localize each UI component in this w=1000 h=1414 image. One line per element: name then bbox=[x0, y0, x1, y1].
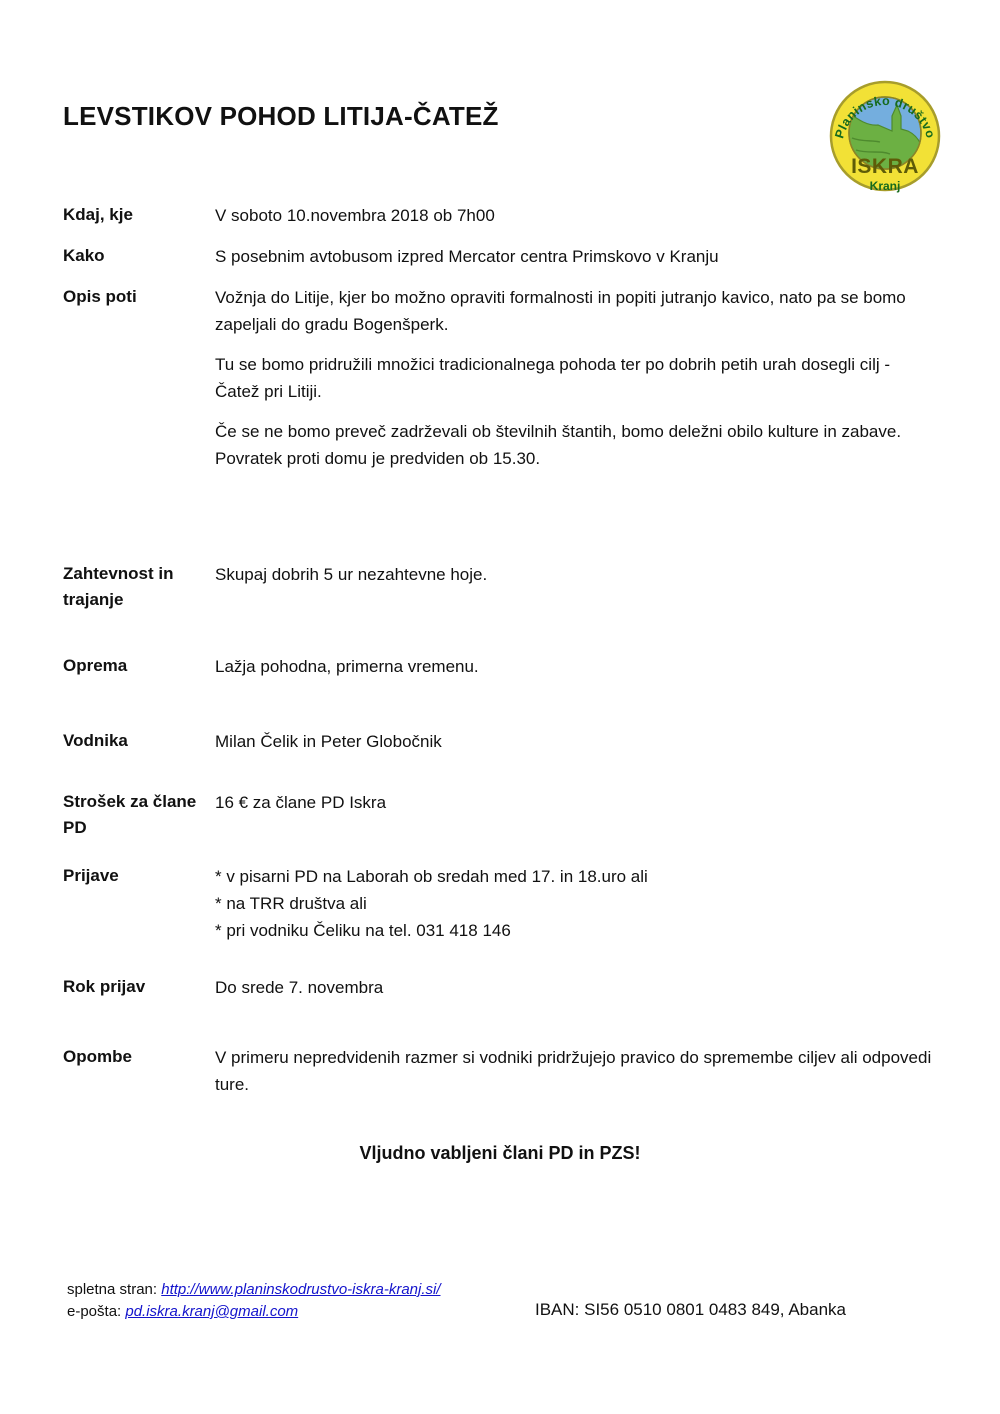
row-value bbox=[215, 202, 938, 229]
footer-contact bbox=[67, 1279, 441, 1323]
row-value bbox=[215, 728, 938, 755]
row-kdaj-kje bbox=[63, 202, 938, 229]
row-text: Milan Čelik in Peter Globočnik bbox=[215, 732, 442, 751]
row-label: Opombe bbox=[63, 1047, 132, 1066]
row-text: * na TRR društva ali bbox=[215, 894, 367, 913]
row-prijave bbox=[63, 863, 938, 944]
row-text: Do srede 7. novembra bbox=[215, 978, 384, 997]
email-link[interactable]: pd.iskra.kranj@gmail.com bbox=[125, 1303, 299, 1320]
row-label: Opis poti bbox=[63, 287, 137, 306]
row-label: Rok prijav bbox=[63, 977, 146, 996]
row-value bbox=[215, 789, 938, 816]
email-line bbox=[67, 1301, 441, 1323]
row-vodnika bbox=[63, 728, 938, 755]
row-label: Prijave bbox=[63, 866, 119, 885]
page-title: LEVSTIKOV POHOD LITIJA-ČATEŽ bbox=[63, 101, 499, 132]
email-label: e-pošta: bbox=[67, 1303, 122, 1320]
row-value bbox=[215, 284, 938, 472]
row-value bbox=[215, 1044, 938, 1098]
row-label: Kako bbox=[63, 246, 105, 265]
row-label: Vodnika bbox=[63, 731, 128, 750]
row-text: S posebnim avtobusom izpred Mercator centra Primskovo v Kranju bbox=[215, 247, 719, 266]
logo-top-text: Planinsko društvo bbox=[832, 93, 938, 141]
row-label: Kdaj, kje bbox=[63, 205, 133, 224]
row-text: * v pisarni PD na Laborah ob sredah med 17. in 18.uro ali bbox=[215, 867, 648, 886]
row-kako bbox=[63, 243, 938, 270]
row-text: Vožnja do Litije, kjer bo možno opraviti formalnosti in popiti jutranjo kavico, nato pa se bomo zapeljali do gradu Bogenšperk. bbox=[215, 288, 906, 334]
row-strosek bbox=[63, 789, 938, 841]
row-text: 16 € za člane PD Iskra bbox=[215, 793, 387, 812]
logo-name-text: ISKRA bbox=[851, 155, 919, 178]
row-label: Zahtevnost in trajanje bbox=[63, 564, 174, 609]
website-line bbox=[67, 1279, 441, 1301]
row-text: Skupaj dobrih 5 ur nezahtevne hoje. bbox=[215, 565, 488, 584]
row-text: V primeru nepredvidenih razmer si vodniki pridržujejo pravico do spremembe ciljev ali odpovedi ture. bbox=[215, 1048, 932, 1094]
row-text: V soboto 10.novembra 2018 ob 7h00 bbox=[215, 206, 495, 225]
row-label: Oprema bbox=[63, 656, 128, 675]
row-text: * pri vodniku Čeliku na tel. 031 418 146 bbox=[215, 921, 511, 940]
row-rok-prijav bbox=[63, 974, 938, 1001]
row-value bbox=[215, 561, 938, 588]
row-text: Lažja pohodna, primerna vremenu. bbox=[215, 657, 479, 676]
website-label: spletna stran: bbox=[67, 1281, 158, 1298]
row-zahtevnost bbox=[63, 561, 938, 613]
row-label: Strošek za člane PD bbox=[63, 792, 197, 837]
row-value bbox=[215, 974, 938, 1001]
row-value bbox=[215, 653, 938, 680]
row-oprema bbox=[63, 653, 938, 680]
row-text: Če se ne bomo preveč zadrževali ob številnih štantih, bomo deležni obilo kulture in zabave. Povratek proti domu je predviden ob 15.30. bbox=[215, 422, 902, 468]
row-value bbox=[215, 243, 938, 270]
iban-info: IBAN: SI56 0510 0801 0483 849, Abanka bbox=[535, 1300, 846, 1319]
row-opis-poti bbox=[63, 284, 938, 472]
closing-invitation: Vljudno vabljeni člani PD in PZS! bbox=[359, 1143, 641, 1163]
club-logo bbox=[828, 72, 942, 202]
row-value bbox=[215, 863, 938, 944]
logo-bottom-text: Kranj bbox=[869, 179, 901, 193]
row-text: Tu se bomo pridružili množici tradicionalnega pohoda ter po dobrih petih urah dosegli cilj - Čatež pri Litiji. bbox=[215, 355, 891, 401]
website-link[interactable]: http://www.planinskodrustvo-iskra-kranj.si/ bbox=[161, 1281, 441, 1298]
row-opombe bbox=[63, 1044, 938, 1098]
